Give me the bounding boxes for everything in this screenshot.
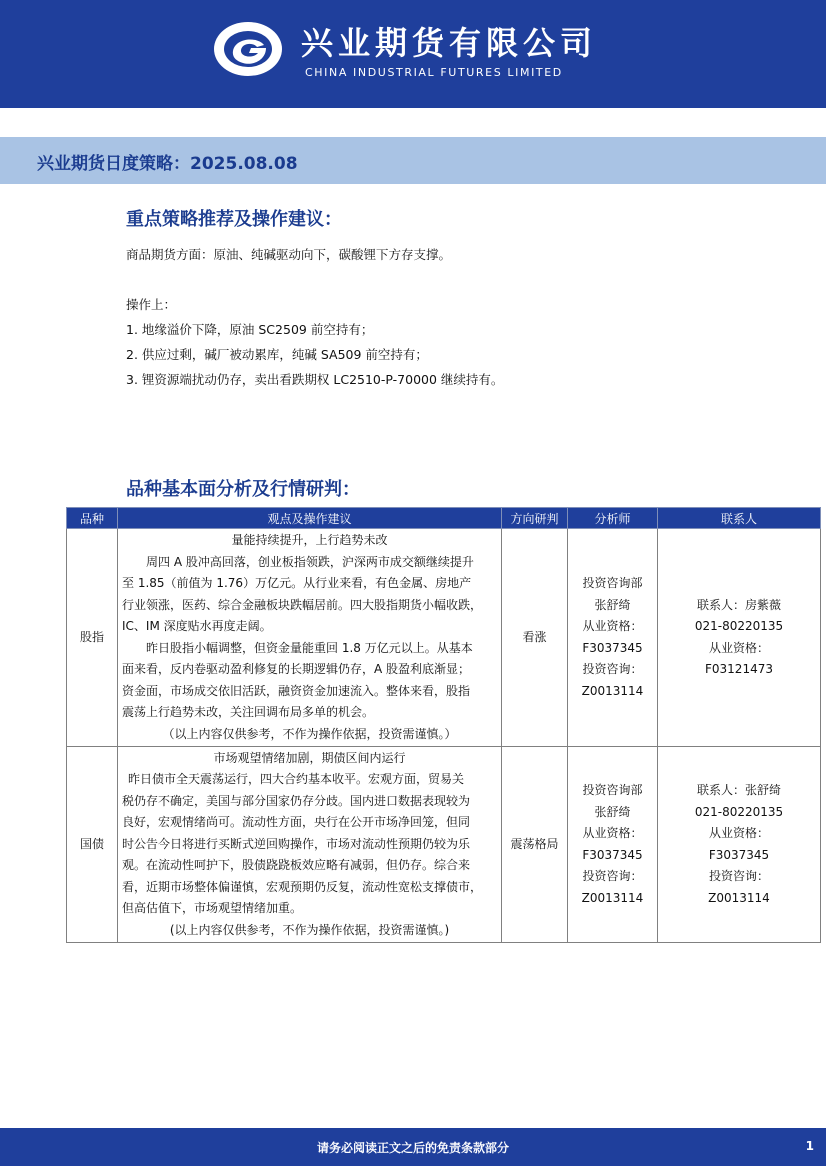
ops-item: 1. 地缘溢价下降，原油 SC2509 前空持有；	[126, 322, 374, 337]
variety-cell: 国债	[67, 747, 118, 943]
analysis-line: 资金面，市场成交依旧活跃，融资资金加速流入。整体来看，股指	[122, 683, 471, 698]
company-name-en: CHINA INDUSTRIAL FUTURES LIMITED	[305, 66, 563, 79]
table-row	[67, 529, 821, 747]
strategy-heading: 重点策略推荐及操作建议：	[126, 209, 342, 230]
analyst-line: 投资咨询：	[582, 662, 643, 676]
ops-item: 3. 锂资源端扰动仍存，卖出看跌期权 LC2510-P-70000 继续持有。	[126, 372, 504, 387]
direction-cell: 震荡格局	[502, 747, 568, 943]
contact-line: F3037345	[708, 847, 770, 862]
analyst-line: 投资咨询部	[582, 783, 643, 797]
analysis-line: 震荡上行趋势未改，关注回调布局多单的机会。	[122, 705, 375, 719]
footer-disclaimer: 请务必阅读正文之后的免责条款部分	[316, 1141, 509, 1155]
column-header: 分析师	[568, 508, 658, 529]
contact-cell	[658, 529, 821, 747]
analyst-line: 从业资格：	[582, 826, 643, 840]
analysis-line: 昨日债市全天震荡运行，四大合约基本收平。宏观方面，贸易关	[128, 772, 465, 787]
analyst-cell	[568, 747, 658, 943]
column-header: 观点及操作建议	[118, 508, 502, 529]
contact-line: 021-80220135	[694, 619, 784, 633]
contact-line: 从业资格：	[708, 640, 769, 655]
company-logo-icon	[213, 20, 283, 78]
page-number: 1	[805, 1139, 814, 1153]
analysis-cell	[118, 529, 502, 747]
ops-item: 2. 供应过剩，碱厂被动累库，纯碱 SA509 前空持有；	[126, 347, 428, 362]
analysis-line: 观。在流动性呵护下，股债跷跷板效应略有减弱，但仍存。综合来	[122, 858, 471, 873]
table-header-row	[67, 508, 821, 529]
contact-line: 021-80220135	[694, 804, 784, 819]
analysis-line: IC、IM 深度贴水再度走阔。	[122, 619, 272, 633]
analyst-line: F3037345	[582, 640, 643, 655]
analysis-line: 至 1.85（前值为 1.76）万亿元。从行业来看，有色金属、房地产	[122, 576, 472, 590]
table-row	[67, 747, 821, 943]
contact-line: 从业资格：	[708, 826, 769, 840]
ops-label: 操作上：	[126, 297, 177, 312]
analysis-line: 时公告今日将进行买断式逆回购操作，市场对流动性预期仍较为乐	[122, 836, 471, 851]
analyst-line: 张舒绮	[594, 804, 631, 819]
contact-cell	[658, 747, 821, 943]
analysis-line: 行业领涨，医药、综合金融板块跌幅居前。四大股指期货小幅收跌，	[122, 597, 483, 612]
analysis-table	[66, 507, 821, 943]
analysis-line: 昨日股指小幅调整，但资金量能重回 1.8 万亿元以上。从基本	[146, 640, 473, 655]
analyst-line: 张舒绮	[594, 597, 631, 612]
company-logo	[213, 16, 633, 86]
analysis-line: 良好，宏观情绪尚可。流动性方面，央行在公开市场净回笼，但同	[122, 815, 471, 830]
analysis-line: 面来看，反内卷驱动盈利修复的长期逻辑仍存，A 股盈利底渐显；	[122, 662, 471, 676]
analysis-line: 税仍存不确定，美国与部分国家仍存分歧。国内进口数据表现较为	[122, 793, 471, 808]
contact-line: 投资咨询：	[708, 869, 769, 883]
direction-cell: 看涨	[502, 529, 568, 747]
analysis-heading: 品种基本面分析及行情研判：	[126, 479, 360, 500]
analyst-line: F3037345	[582, 847, 643, 862]
report-title: 兴业期货日度策略：2025.08.08	[37, 154, 298, 174]
analysis-headline: 市场观望情绪加剧，期债区间内运行	[213, 750, 406, 765]
column-header: 方向研判	[502, 508, 568, 529]
column-header: 品种	[67, 508, 118, 529]
analysis-line: 但高估值下，市场观望情绪加重。	[122, 901, 303, 916]
header-banner	[0, 0, 826, 108]
analysis-headline: 量能持续提升，上行趋势未改	[231, 533, 388, 547]
footer-banner	[0, 1128, 826, 1166]
analyst-line: 从业资格：	[582, 619, 643, 633]
contact-line: 联系人：张舒绮	[696, 783, 781, 797]
analysis-disclaimer: (以上内容仅供参考，不作为操作依据，投资需谨慎。)	[169, 922, 450, 937]
analysis-line: 看，近期市场整体偏谨慎，宏观预期仍反复，流动性宽松支撑债市，	[122, 879, 483, 894]
analyst-line: 投资咨询：	[582, 869, 643, 883]
analysis-cell	[118, 747, 502, 943]
analyst-line: Z0013114	[581, 683, 644, 698]
analyst-line: Z0013114	[581, 890, 644, 905]
column-header: 联系人	[658, 508, 821, 529]
contact-line: 联系人：房紫薇	[696, 597, 781, 612]
analyst-cell	[568, 529, 658, 747]
strategy-summary: 商品期货方面：原油、纯碱驱动向下，碳酸锂下方存支撑。	[126, 247, 452, 262]
company-name-cn: 兴业期货有限公司	[301, 24, 598, 62]
contact-line: Z0013114	[708, 890, 770, 905]
analysis-line: 周四 A 股冲高回落，创业板指领跌，沪深两市成交额继续提升	[146, 554, 474, 569]
analysis-disclaimer: （以上内容仅供参考，不作为操作依据，投资需谨慎。）	[162, 726, 457, 741]
variety-cell: 股指	[67, 529, 118, 747]
report-title-bar	[0, 137, 826, 184]
contact-line: F03121473	[705, 662, 773, 676]
analyst-line: 投资咨询部	[582, 576, 643, 590]
